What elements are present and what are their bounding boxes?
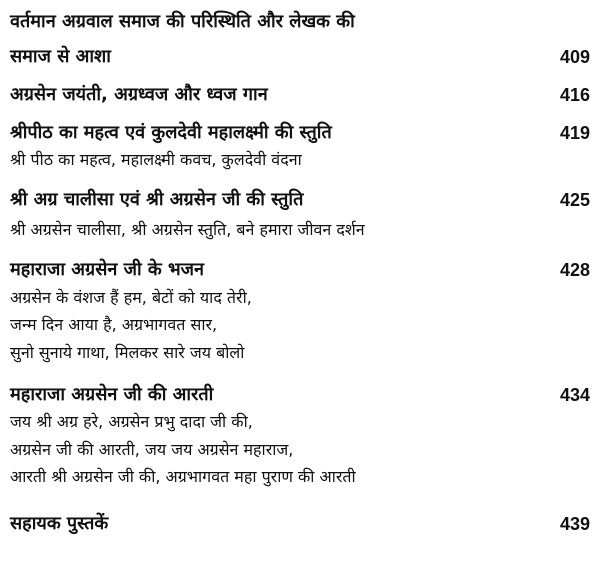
- entry-subitems: आरती श्री अग्रसेन जी की, अग्रभागवत महा पुराण की आरती: [10, 467, 356, 486]
- page-number: 434: [559, 385, 590, 405]
- page-number: 425: [559, 190, 590, 210]
- page-number: 409: [559, 47, 590, 67]
- entry-subitems: अग्रसेन के वंशज हैं हम, बेटों को याद तेरी,: [10, 288, 252, 307]
- entry-title: अग्रसेन जयंती, अग्रध्वज और ध्वज गान: [10, 84, 268, 105]
- entry-title: सहायक पुस्तकें: [10, 513, 109, 534]
- page-number: 439: [559, 514, 590, 534]
- page-number: 428: [559, 260, 590, 280]
- entry-subitems: श्री अग्रसेन चालीसा, श्री अग्रसेन स्तुति, बने हमारा जीवन दर्शन: [10, 220, 365, 239]
- page-number: 416: [559, 85, 590, 105]
- entry-subitems: अग्रसेन जी की आरती, जय जय अग्रसेन महाराज,: [10, 440, 294, 459]
- entry-title: महाराजा अग्रसेन जी की आरती: [10, 384, 214, 405]
- entry-subitems: श्री पीठ का महत्व, महालक्ष्मी कवच, कुलदेवी वंदना: [10, 150, 302, 169]
- entry-title: वर्तमान अग्रवाल समाज की परिस्थिति और लेखक की: [10, 11, 355, 32]
- entry-title: महाराजा अग्रसेन जी के भजन: [10, 259, 204, 280]
- entry-subitems: जय श्री अग्र हरे, अग्रसेन प्रभु दादा जी की,: [10, 412, 253, 431]
- entry-title: समाज से आशा: [10, 46, 111, 67]
- entry-subitems: जन्म दिन आया है, अग्रभागवत सार,: [10, 315, 218, 334]
- entry-subitems: सुनो सुनाये गाथा, मिलकर सारे जय बोलो: [10, 343, 245, 362]
- entry-title: श्री अग्र चालीसा एवं श्री अग्रसेन जी की स्तुति: [10, 189, 304, 210]
- page-number: 419: [559, 123, 590, 143]
- entry-title: श्रीपीठ का महत्व एवं कुलदेवी महालक्ष्मी की स्तुति: [10, 122, 332, 143]
